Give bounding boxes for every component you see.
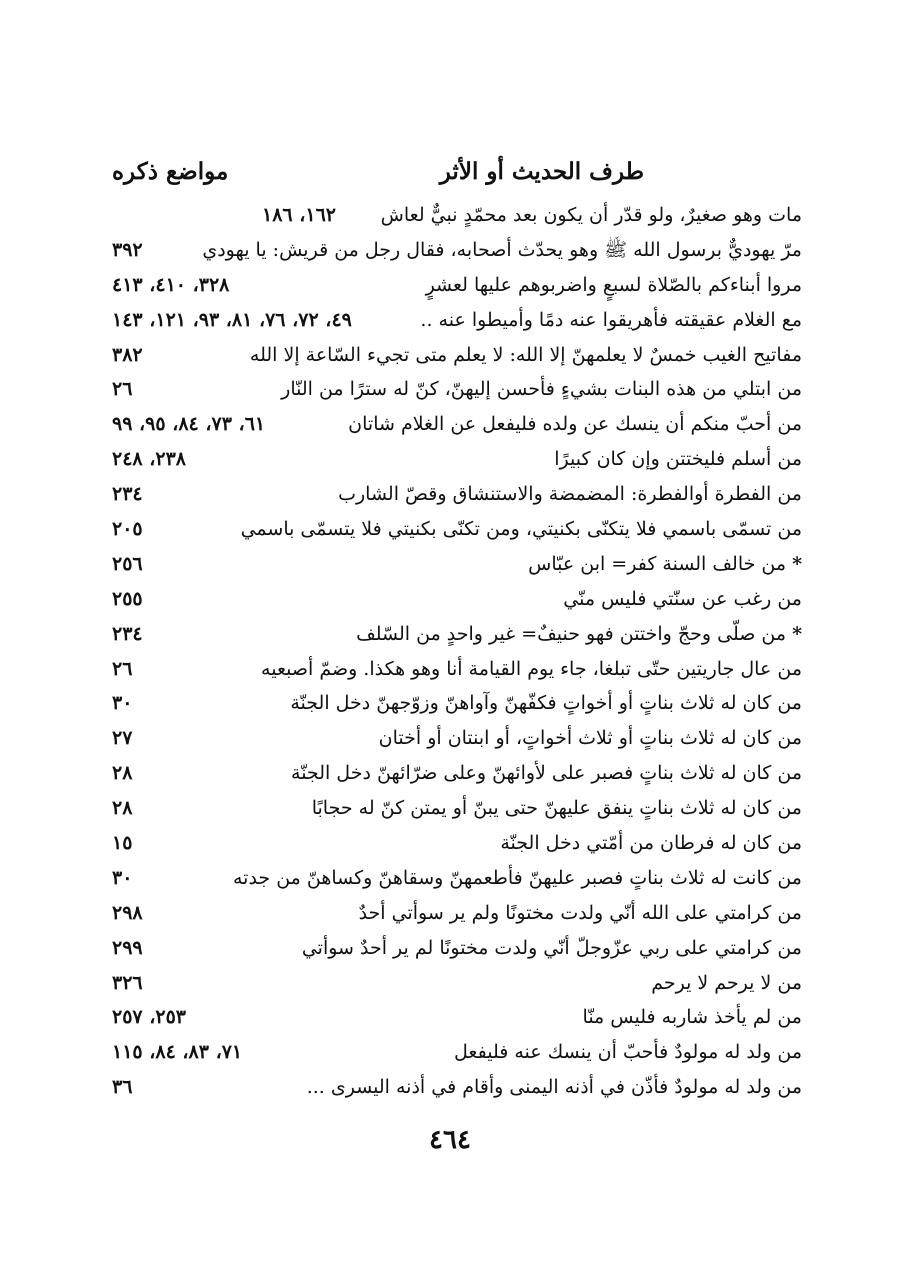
- page-references: ٢٥٣، ٢٥٧: [112, 1006, 186, 1029]
- hadith-text: [528, 547, 802, 581]
- index-entry: [112, 966, 802, 1001]
- hadith-phrase: مات وهو صغيرٌ، ولو قدّر أن يكون بعد محمّدٍ نبيٌّ لعاش: [380, 204, 802, 226]
- page-references: ٢٠٥: [112, 518, 143, 541]
- index-entry: [112, 547, 802, 582]
- hadith-phrase: من تسمّى باسمي فلا يتكنّى بكنيتي، ومن تكنّى بكنيتي فلا يتسمّى باسمي: [240, 518, 802, 541]
- index-entry: [112, 1000, 802, 1035]
- hadith-text: [307, 1070, 802, 1104]
- hadith-text: [261, 652, 802, 686]
- page-number: ٤٦٤: [429, 1125, 471, 1155]
- hadith-text: [241, 512, 802, 546]
- star-marker: *: [792, 622, 802, 645]
- page-references: ١٥: [112, 832, 133, 855]
- index-entry: [112, 756, 802, 791]
- column-title-hadith: طرف الحديث أو الأثر: [439, 158, 644, 185]
- hadith-text: [250, 338, 802, 372]
- index-entry: [112, 686, 802, 721]
- index-entry: [112, 338, 802, 373]
- hadith-text: [381, 198, 802, 232]
- page-references: ٢٣٤: [112, 483, 143, 506]
- page-references: ٣٢٦: [112, 971, 143, 994]
- page-references: ٢٨: [112, 762, 133, 785]
- hadith-phrase: من أسلم فليختتن وإن كان كبيرًا: [554, 448, 802, 471]
- hadith-text: [379, 721, 802, 755]
- hadith-phrase: من لم يأخذ شاربه فليس منّا: [582, 1006, 802, 1029]
- index-entry: [112, 303, 802, 338]
- hadith-phrase: من ولد له مولودٌ فأحبّ أن ينسك عنه فليفعل: [454, 1041, 802, 1064]
- hadith-text: [554, 442, 802, 476]
- index-entry: [112, 1070, 802, 1105]
- page-references: ٢٧: [112, 727, 133, 750]
- hadith-text: [359, 896, 802, 930]
- hadith-phrase: من عال جاريتين حتّى تبلغا، جاء يوم القيامة أنا وهو هكذا. وضمّ أصبعيه: [261, 657, 802, 680]
- hadith-text: [338, 477, 802, 511]
- index-entry: [112, 477, 802, 512]
- hadith-text: [356, 617, 802, 651]
- index-page: [112, 158, 802, 1105]
- hadith-phrase: من كان له فرطان من أمّتي دخل الجنّة: [500, 832, 802, 855]
- index-entry: [112, 268, 802, 303]
- hadith-phrase: من كرامتي على الله أنّي ولدت مختونًا ولم ير سوأتي أحدٌ: [358, 901, 802, 924]
- hadith-text: [302, 931, 802, 965]
- index-list: [112, 198, 802, 1105]
- hadith-phrase: من صلّى وحجّ واختتن فهو حنيفٌ= غير واحدٍ من السّلف: [356, 622, 787, 645]
- index-entry: [112, 791, 802, 826]
- hadith-phrase: مرّ يهوديٌّ برسول الله ﷺ وهو يحدّث أصحابه، فقال رجل من قريش: يا يهودي: [202, 238, 802, 261]
- index-entry: [112, 617, 802, 652]
- hadith-phrase: مروا أبناءكم بالصّلاة لسبعٍ واضربوهم عليها لعشرٍ: [425, 273, 802, 296]
- page-references: ٣٢٨، ٤١٠، ٤١٣: [112, 273, 230, 296]
- index-entry: [112, 861, 802, 896]
- index-entry: [112, 582, 802, 617]
- hadith-phrase: من كان له ثلاث بناتٍ أو أخواتٍ فكفّهنّ وآواهنّ وزوّجهنّ دخل الجنّة: [290, 692, 802, 715]
- page-references: ٦١، ٧٣، ٨٤، ٩٥، ٩٩: [112, 413, 266, 436]
- hadith-text: [312, 791, 802, 825]
- hadith-text: [233, 861, 802, 895]
- hadith-text: [500, 826, 802, 860]
- index-entry: [112, 407, 802, 442]
- page-references: ٧١، ٨٣، ٨٤، ١١٥: [112, 1041, 243, 1064]
- page-references: ١٦٢، ١٨٦: [262, 204, 336, 226]
- page-references: ٢٥٥: [112, 587, 143, 610]
- index-entry: [112, 372, 802, 407]
- index-entry: [112, 233, 802, 268]
- hadith-phrase: من كان له ثلاث بناتٍ ينفق عليهنّ حتى يبنّ أو يمتن كنّ له حجابًا: [311, 797, 802, 820]
- hadith-text: [348, 407, 802, 441]
- index-header: [112, 158, 802, 198]
- page-references: ٣٨٢: [112, 343, 143, 366]
- hadith-phrase: من كان له ثلاث بناتٍ أو ثلاث أخواتٍ، أو ابنتان أو أختان: [378, 727, 802, 750]
- index-entry: [112, 931, 802, 966]
- index-entry: [112, 721, 802, 756]
- page-references: ٤٩، ٧٢، ٧٦، ٨١، ٩٣، ١٢١، ١٤٣: [112, 308, 352, 331]
- index-entry: [112, 652, 802, 687]
- index-entry: [112, 198, 802, 233]
- hadith-text: [563, 582, 802, 616]
- hadith-phrase: من كرامتي على ربي عزّوجلّ أنّي ولدت مختونًا لم ير أحدٌ سوأتي: [301, 936, 802, 959]
- index-entry: [112, 896, 802, 931]
- index-entry: [112, 1035, 802, 1070]
- column-title-pages: مواضع ذكره: [112, 158, 229, 185]
- page-references: ٢٩٩: [112, 936, 143, 959]
- hadith-phrase: من ولد له مولودٌ فأذّن في أذنه اليمنى وأقام في أذنه اليسرى ...: [306, 1076, 802, 1099]
- page-references: ٢٦: [112, 657, 133, 680]
- hadith-phrase: من لا يرحم لا يرحم: [651, 971, 802, 994]
- page-references: ٢٣٤: [112, 622, 143, 645]
- page-references: ٣٠: [112, 692, 133, 715]
- hadith-phrase: مع الغلام عقيقته فأهريقوا عنه دمًا وأميطوا عنه ..: [420, 308, 802, 331]
- hadith-text: [651, 966, 802, 1000]
- hadith-text: [291, 756, 802, 790]
- page-references: ٢٥٦: [112, 552, 143, 575]
- hadith-text: [420, 303, 802, 337]
- hadith-phrase: من كانت له ثلاث بناتٍ فصبر عليهنّ فأطعمهنّ وسقاهنّ وكساهنّ من جدته: [232, 866, 802, 889]
- hadith-text: [454, 1035, 802, 1069]
- hadith-phrase: من الفطرة أوالفطرة: المضمضة والاستنشاق وقصّ الشارب: [338, 483, 802, 506]
- index-entry: [112, 512, 802, 547]
- page-references: ٢٣٨، ٢٤٨: [112, 448, 186, 471]
- index-entry: [112, 442, 802, 477]
- hadith-text: [202, 233, 802, 267]
- hadith-phrase: من أحبّ منكم أن ينسك عن ولده فليفعل عن الغلام شاتان: [348, 413, 802, 436]
- page-references: ٣٦: [112, 1076, 133, 1099]
- star-marker: *: [792, 552, 802, 575]
- index-entry: [112, 826, 802, 861]
- hadith-phrase: من كان له ثلاث بناتٍ فصبر على لأوائهنّ وعلى ضرّائهنّ دخل الجنّة: [291, 762, 802, 785]
- page-references: ٣٩٢: [112, 238, 143, 261]
- hadith-phrase: من خالف السنة كفر= ابن عبّاس: [528, 552, 787, 575]
- hadith-phrase: من ابتلي من هذه البنات بشيءٍ فأحسن إليهنّ، كنّ له سترًا من النّار: [281, 378, 802, 401]
- hadith-text: [426, 268, 802, 302]
- hadith-phrase: مفاتيح الغيب خمسٌ لا يعلمهنّ إلا الله: لا يعلم متى تجيء السّاعة إلا الله: [249, 343, 802, 366]
- hadith-phrase: من رغب عن سنّتي فليس منّي: [563, 587, 802, 610]
- page-references: ٢٦: [112, 378, 133, 401]
- hadith-text: [290, 686, 802, 720]
- page-references: ٢٩٨: [112, 901, 143, 924]
- hadith-text: [281, 372, 802, 406]
- hadith-text: [583, 1000, 802, 1034]
- page-references: ٣٠: [112, 866, 133, 889]
- page-references: ٢٨: [112, 797, 133, 820]
